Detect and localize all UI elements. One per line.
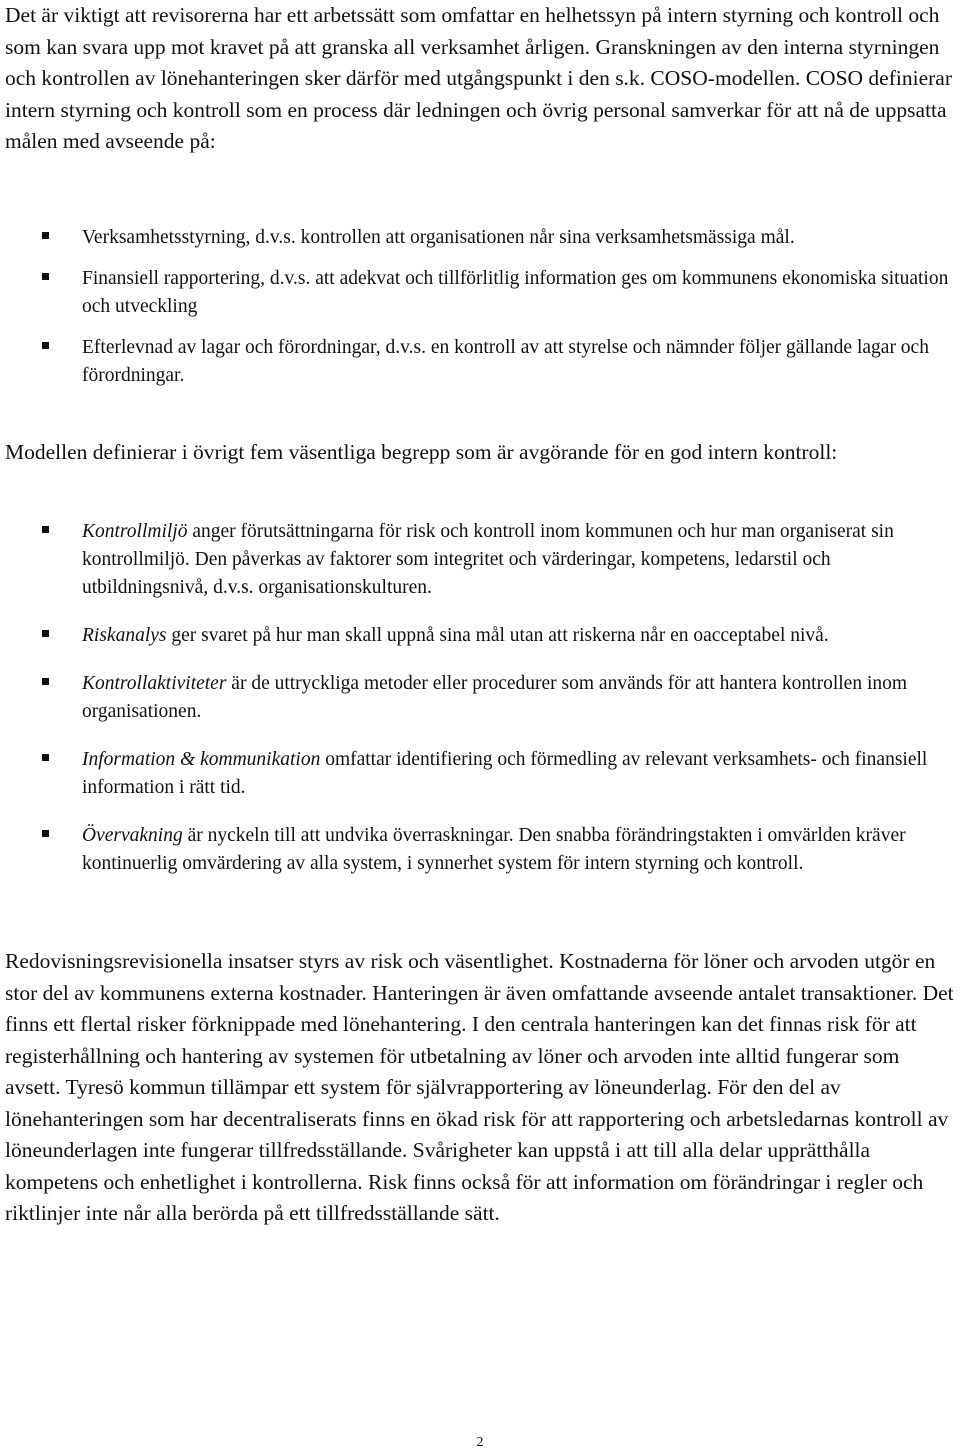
list-item: [0, 622, 960, 650]
intro-paragraph: Det är viktigt att revisorerna har ett arbetssätt som omfattar en helhetssyn på intern styrning och kontroll och som kan svara upp mot kravet på att granska all verksamhet årligen. Granskningen av den interna styrningen och kontrollen av lönehanteringen sker därför med utgångspunkt i den s.k. COSO-modellen. COSO definierar intern styrning och kontroll som en process där ledningen och övrig personal samverkar för att nå de uppsatta målen med avseende på:: [5, 3, 952, 153]
list-item-text: [82, 622, 957, 650]
list-item-text: [82, 822, 957, 878]
square-bullet-icon: [42, 630, 49, 637]
concepts-list: [0, 518, 960, 878]
list-item-text: [82, 518, 957, 602]
square-bullet-icon: [42, 678, 49, 685]
concept-description: ger svaret på hur man skall uppnå sina mål utan att riskerna når en oacceptabel nivå.: [166, 625, 829, 646]
list-item: [0, 334, 960, 390]
square-bullet-icon: [42, 273, 49, 280]
closing-paragraph: Redovisningsrevisionella insatser styrs av risk och väsentlighet. Kostnaderna för löner och arvoden utgör en stor del av kommunens externa kostnader. Hanteringen är även omfattande avseende antalet transaktioner. Det finns ett flertal risker förknippade med lönehantering. I den centrala hanteringen kan det finnas risk för att registerhållning och hantering av systemen för utbetalning av löner och arvoden inte alltid fungerar som avsett. Tyresö kommun tillämpar ett system för självrapportering av löneunderlag. För den del av lönehanteringen som har decentraliserats finns en ökad risk för att rapportering och arbetsledarnas kontroll av löneunderlagen inte fungerar tillfredsställande. Svårigheter kan uppstå i att till alla delar upprätthålla kompetens och enhetlighet i kontrollerna. Risk finns också för att information om förändringar i regler och riktlinjer inte når alla berörda på ett tillfredsställande sätt.: [5, 949, 954, 1225]
square-bullet-icon: [42, 526, 49, 533]
page-number: 2: [476, 1435, 484, 1450]
concept-term: Kontrollaktiviteter: [82, 673, 227, 694]
list-item: [0, 265, 960, 321]
square-bullet-icon: [42, 342, 49, 349]
list-item: [0, 746, 960, 802]
concept-description: anger förutsättningarna för risk och kontroll inom kommunen och hur man organiserat sin kontrollmiljö. Den påverkas av faktorer som integritet och värderingar, kompetens, ledarstil och utbildningsnivå, d.v.s. organisationskulturen.: [82, 521, 894, 598]
concept-description: omfattar identifiering och förmedling av relevant verksamhets- och finansiell information i rätt tid.: [82, 749, 928, 798]
concept-term: Information & kommunikation: [82, 749, 321, 770]
list-item: [0, 670, 960, 726]
objectives-list: [0, 224, 960, 390]
square-bullet-icon: [42, 232, 49, 239]
model-intro-paragraph: Modellen definierar i övrigt fem väsentliga begrepp som är avgörande för en god intern kontroll:: [5, 440, 838, 464]
list-item-text: Finansiell rapportering, d.v.s. att adekvat och tillförlitlig information ges om kommunens ekonomiska situation och utveckling: [82, 268, 949, 317]
square-bullet-icon: [42, 754, 49, 761]
list-item-text: [82, 746, 957, 802]
concept-term: Riskanalys: [82, 625, 167, 646]
list-item: [0, 518, 960, 602]
list-item-text: [82, 670, 957, 726]
list-item-text: Efterlevnad av lagar och förordningar, d.v.s. en kontroll av att styrelse och nämnder följer gällande lagar och förordningar.: [82, 337, 929, 386]
concept-term: Övervakning: [82, 825, 183, 846]
list-item: [0, 224, 960, 252]
concept-description: är nyckeln till att undvika överraskningar. Den snabba förändringstakten i omvärlden kräver kontinuerlig omvärdering av alla system, i synnerhet system för intern styrning och kontroll.: [82, 825, 906, 874]
concept-term: Kontrollmiljö: [82, 521, 188, 542]
concept-description: är de uttryckliga metoder eller procedurer som används för att hantera kontrollen inom organisationen.: [82, 673, 908, 722]
square-bullet-icon: [42, 830, 49, 837]
list-item-text: Verksamhetsstyrning, d.v.s. kontrollen att organisationen når sina verksamhetsmässiga mål.: [82, 227, 795, 248]
list-item: [0, 822, 960, 878]
